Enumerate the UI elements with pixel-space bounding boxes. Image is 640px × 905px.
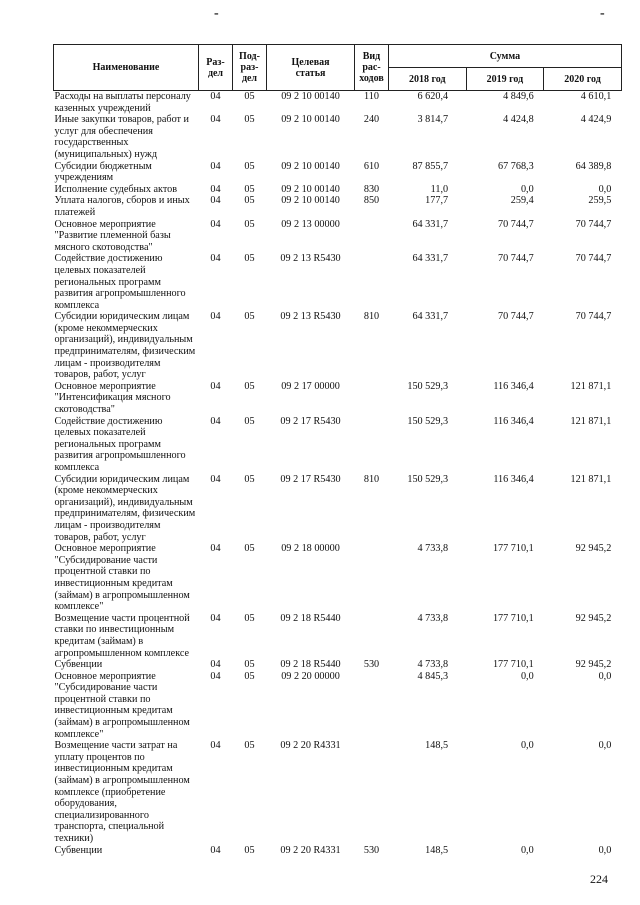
- cell-2020: 121 871,1: [570, 380, 612, 392]
- header-year-2019: 2019 год: [466, 68, 544, 91]
- cell-2020: 0,0: [598, 183, 612, 195]
- cell-2018: 64 331,7: [412, 311, 449, 323]
- cell-vid: [355, 740, 389, 844]
- table-row: [54, 91, 622, 115]
- cell-2020: 0,0: [598, 844, 612, 856]
- cell-2018: 150 529,3: [407, 473, 449, 485]
- header-name: Наименование: [54, 45, 199, 91]
- cell-target: 09 2 10 00140: [281, 91, 340, 102]
- cell-podrazdel: 05: [244, 160, 255, 172]
- cell-2018: 4 733,8: [417, 612, 449, 624]
- cell-vid: [355, 219, 389, 254]
- cell-2019: 0,0: [520, 740, 534, 752]
- cell-vid: 810: [363, 311, 380, 323]
- cell-target: 09 2 18 R5440: [280, 612, 341, 624]
- cell-2018: 11,0: [430, 183, 449, 195]
- cell-2019: 0,0: [520, 670, 534, 682]
- cell-2018: 4 733,8: [417, 543, 449, 555]
- cell-2019: 177 710,1: [492, 612, 534, 624]
- cell-2019: 177 710,1: [492, 659, 534, 671]
- cell-2020: 121 871,1: [570, 415, 612, 427]
- cell-razdel: 04: [210, 670, 221, 682]
- cell-2018: 150 529,3: [407, 415, 449, 427]
- cell-podrazdel: 05: [244, 183, 255, 195]
- cell-target: 09 2 18 R5440: [280, 659, 341, 671]
- cell-2018: 64 331,7: [412, 253, 449, 265]
- header-year-2018: 2018 год: [389, 68, 467, 91]
- cell-name: Основное мероприятие "Субсидирование части процентной ставки по инвестиционным кредитам (займам) в агропромышленном комплексе": [54, 670, 190, 740]
- cell-podrazdel: 05: [244, 415, 255, 427]
- cell-name: Субвенции: [54, 659, 103, 671]
- cell-razdel: 04: [210, 543, 221, 555]
- cell-podrazdel: 05: [244, 473, 255, 485]
- cell-podrazdel: 05: [244, 612, 255, 624]
- table-row: [54, 253, 622, 311]
- cell-2020: 259,5: [588, 195, 612, 207]
- cell-2019: 0,0: [520, 844, 534, 856]
- cell-2020: 0,0: [598, 740, 612, 752]
- cell-2019: 116 346,4: [493, 380, 534, 392]
- cell-podrazdel: 05: [244, 311, 255, 323]
- cell-2018: 4 733,8: [417, 659, 449, 671]
- cell-target: 09 2 10 00140: [281, 183, 340, 195]
- cell-target: 09 2 13 00000: [281, 218, 340, 230]
- table-row: [54, 114, 622, 160]
- cell-vid: [355, 381, 389, 416]
- cell-target: 09 2 17 00000: [281, 380, 340, 392]
- cell-target: 09 2 20 R4331: [280, 844, 341, 856]
- cell-podrazdel: 05: [244, 218, 255, 230]
- cell-name: Возмещение части процентной ставки по инвестиционным кредитам (займам) в агропромышленном комплексе: [54, 612, 190, 659]
- cell-2018: 150 529,3: [407, 380, 449, 392]
- table-row: [54, 381, 622, 416]
- cell-target: 09 2 13 R5430: [280, 253, 341, 265]
- cell-2018: 87 855,7: [412, 160, 449, 172]
- header-vid: Вид рас- ходов: [355, 45, 389, 91]
- cell-2020: 70 744,7: [575, 218, 612, 230]
- table-row: [54, 671, 622, 741]
- cell-2020: 64 389,8: [575, 160, 612, 172]
- cell-vid: [355, 543, 389, 613]
- header-razdel: Раз- дел: [199, 45, 233, 91]
- cell-2019: 4 424,8: [503, 114, 534, 126]
- cell-2019: 116 346,4: [493, 415, 534, 427]
- cell-razdel: 04: [210, 380, 221, 392]
- cell-razdel: 04: [210, 91, 221, 102]
- table-row: [54, 845, 622, 857]
- page-number: 224: [590, 872, 608, 886]
- cell-2019: 4 849,6: [503, 91, 534, 102]
- cell-vid: 530: [363, 659, 380, 671]
- cell-2018: 177,7: [425, 195, 449, 207]
- cell-podrazdel: 05: [244, 253, 255, 265]
- top-dash-right: -: [600, 6, 605, 21]
- cell-podrazdel: 05: [244, 91, 255, 102]
- cell-vid: 530: [363, 844, 380, 856]
- cell-razdel: 04: [210, 659, 221, 671]
- cell-name: Основное мероприятие "Интенсификация мясного скотоводства": [54, 380, 171, 416]
- cell-2019: 177 710,1: [492, 543, 534, 555]
- top-dash-left: -: [214, 6, 219, 21]
- table-row: [54, 184, 622, 196]
- cell-2020: 4 424,9: [580, 114, 612, 126]
- cell-2019: 70 744,7: [498, 218, 534, 230]
- cell-vid: 240: [363, 114, 380, 126]
- cell-vid: 610: [363, 160, 380, 172]
- cell-name: Содействие достижению целевых показателей региональных программ развития агропромышленного комплекса: [54, 415, 186, 473]
- cell-name: Основное мероприятие "Развитие племенной базы мясного скотоводства": [54, 218, 171, 253]
- cell-podrazdel: 05: [244, 740, 255, 752]
- table-row: [54, 474, 622, 544]
- cell-name: Субсидии юридическим лицам (кроме некоммерческих организаций), индивидуальным предпринимателям, физическим лицам - производителям товаров, работ, услуг: [54, 311, 196, 381]
- cell-vid: [355, 613, 389, 659]
- cell-podrazdel: 05: [244, 659, 255, 671]
- cell-vid: 810: [363, 473, 380, 485]
- cell-target: 09 2 10 00140: [281, 114, 340, 126]
- cell-2018: 3 814,7: [417, 114, 449, 126]
- cell-razdel: 04: [210, 160, 221, 172]
- cell-2020: 92 945,2: [575, 612, 612, 624]
- cell-vid: [355, 671, 389, 741]
- cell-2018: 148,5: [425, 844, 449, 856]
- table-row: [54, 543, 622, 613]
- cell-2020: 70 744,7: [575, 253, 612, 265]
- cell-vid: 830: [363, 183, 380, 195]
- header-year-2020: 2020 год: [544, 68, 622, 91]
- table-row: [54, 219, 622, 254]
- cell-name: Субсидии бюджетным учреждениям: [54, 160, 152, 184]
- cell-name: Основное мероприятие "Субсидирование части процентной ставки по инвестиционным кредитам (займам) в агропромышленном комплексе": [54, 543, 190, 613]
- cell-target: 09 2 17 R5430: [280, 473, 341, 485]
- cell-vid: 110: [364, 91, 379, 102]
- cell-target: 09 2 10 00140: [281, 195, 340, 207]
- cell-name: Содействие достижению целевых показателей региональных программ развития агропромышленного комплекса: [54, 253, 186, 311]
- cell-2019: 70 744,7: [498, 311, 534, 323]
- cell-razdel: 04: [210, 415, 221, 427]
- cell-2020: 92 945,2: [575, 659, 612, 671]
- cell-razdel: 04: [210, 114, 221, 126]
- cell-target: 09 2 17 R5430: [280, 415, 341, 427]
- table-row: [54, 659, 622, 671]
- cell-name: Уплата налогов, сборов и иных платежей: [54, 195, 190, 218]
- cell-razdel: 04: [210, 612, 221, 624]
- cell-2018: 4 845,3: [417, 670, 449, 682]
- cell-razdel: 04: [210, 218, 221, 230]
- table-row: [54, 740, 622, 844]
- table-row: [54, 613, 622, 659]
- cell-2019: 70 744,7: [498, 253, 534, 265]
- cell-name: Возмещение части затрат на уплату процентов по инвестиционным кредитам (займам) в агропромышленном комплексе (приобретение оборудования, специализированного транспорта, специальной техники): [54, 740, 190, 844]
- table-body: [54, 91, 622, 857]
- cell-razdel: 04: [210, 844, 221, 856]
- cell-razdel: 04: [210, 183, 221, 195]
- cell-name: Исполнение судебных актов: [54, 183, 178, 195]
- header-target: Целевая статья: [267, 45, 355, 91]
- cell-2019: 67 768,3: [498, 160, 534, 172]
- cell-name: Иные закупки товаров, работ и услуг для обеспечения государственных (муниципальных) нужд: [54, 114, 189, 160]
- cell-vid: [355, 416, 389, 474]
- header-podrazdel: Под- раз- дел: [233, 45, 267, 91]
- cell-target: 09 2 18 00000: [281, 543, 340, 555]
- table-row: [54, 161, 622, 184]
- table-row: [54, 311, 622, 381]
- cell-name: Субсидии юридическим лицам (кроме некоммерческих организаций), индивидуальным предпринимателям, физическим лицам - производителям товаров, работ, услуг: [54, 473, 196, 543]
- cell-2019: 259,4: [510, 195, 534, 207]
- cell-2019: 116 346,4: [493, 473, 534, 485]
- cell-target: 09 2 20 R4331: [280, 740, 341, 752]
- cell-name: Субвенции: [54, 844, 103, 856]
- cell-vid: 850: [363, 195, 380, 207]
- budget-table: [53, 44, 622, 856]
- cell-podrazdel: 05: [244, 844, 255, 856]
- cell-2020: 4 610,1: [580, 91, 612, 102]
- cell-2020: 70 744,7: [575, 311, 612, 323]
- cell-2018: 148,5: [425, 740, 449, 752]
- cell-2018: 6 620,4: [417, 91, 449, 102]
- cell-razdel: 04: [210, 195, 221, 207]
- cell-razdel: 04: [210, 253, 221, 265]
- cell-podrazdel: 05: [244, 114, 255, 126]
- cell-razdel: 04: [210, 473, 221, 485]
- cell-razdel: 04: [210, 311, 221, 323]
- cell-podrazdel: 05: [244, 195, 255, 207]
- header-summa: Сумма: [389, 45, 622, 68]
- cell-target: 09 2 13 R5430: [280, 311, 341, 323]
- cell-target: 09 2 20 00000: [281, 670, 340, 682]
- cell-2019: 0,0: [520, 183, 534, 195]
- cell-name: Расходы на выплаты персоналу казенных учреждений: [54, 91, 191, 114]
- table-row: [54, 416, 622, 474]
- cell-2020: 0,0: [598, 670, 612, 682]
- cell-razdel: 04: [210, 740, 221, 752]
- cell-podrazdel: 05: [244, 670, 255, 682]
- cell-podrazdel: 05: [244, 543, 255, 555]
- cell-2020: 92 945,2: [575, 543, 612, 555]
- table-row: [54, 195, 622, 218]
- table-header: [54, 45, 622, 91]
- cell-podrazdel: 05: [244, 380, 255, 392]
- cell-2020: 121 871,1: [570, 473, 612, 485]
- cell-vid: [355, 253, 389, 311]
- cell-2018: 64 331,7: [412, 218, 449, 230]
- cell-target: 09 2 10 00140: [281, 160, 340, 172]
